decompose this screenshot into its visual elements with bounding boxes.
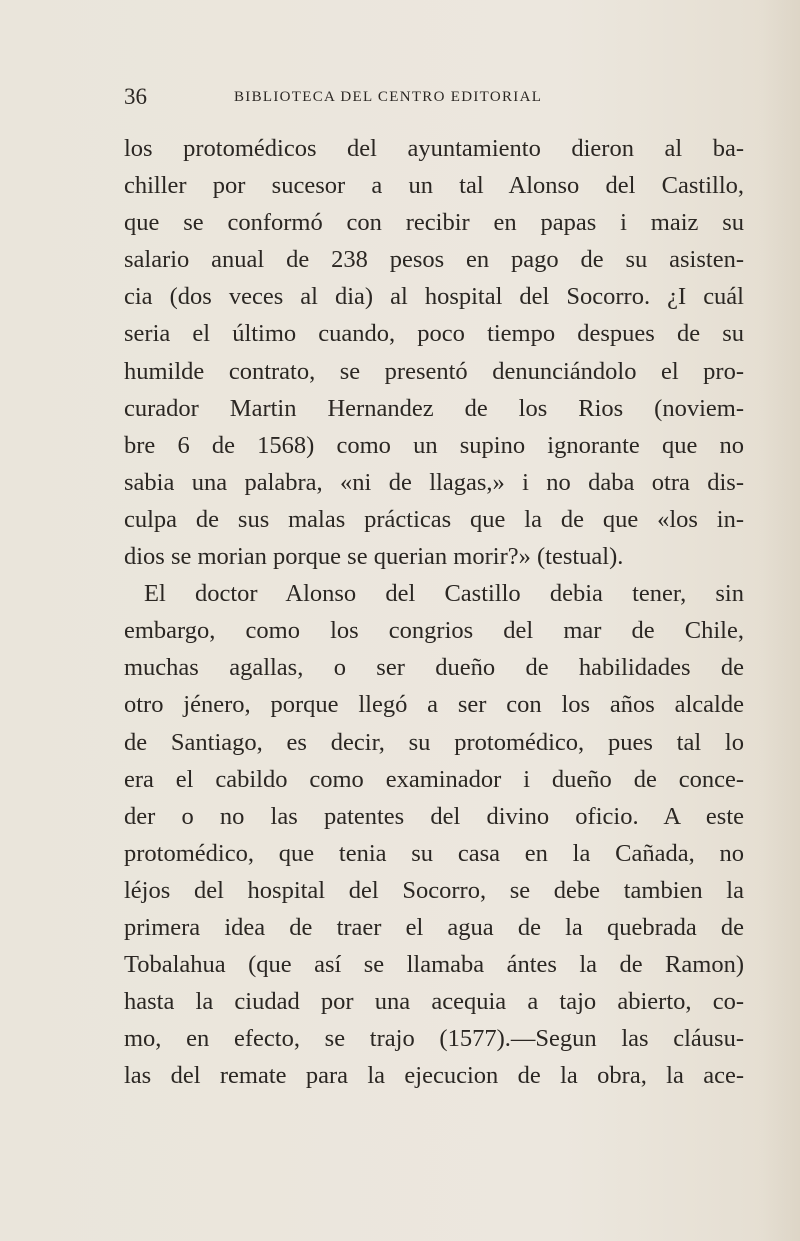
page-edge-shadow bbox=[760, 0, 800, 1241]
text-line: curador Martin Hernandez de los Rios (noviem- bbox=[124, 394, 744, 422]
running-title: BIBLIOTECA DEL CENTRO EDITORIAL bbox=[234, 89, 543, 105]
text-line: salario anual de 238 pesos en pago de su asisten- bbox=[124, 246, 744, 274]
text-line: embargo, como los congrios del mar de Chile, bbox=[124, 617, 744, 645]
text-line: dios se morian porque se querian morir?» (testual). bbox=[124, 543, 624, 571]
text-line: bre 6 de 1568) como un supino ignorante que no bbox=[124, 431, 744, 459]
text-line: que se conformó con recibir en papas i maiz su bbox=[124, 209, 744, 237]
text-line: los protomédicos del ayuntamiento dieron al ba- bbox=[124, 135, 744, 162]
text-line: primera idea de traer el agua de la quebrada de bbox=[124, 913, 744, 941]
text-line: léjos del hospital del Socorro, se debe tambien la bbox=[124, 876, 744, 904]
text-line: otro jénero, porque llegó a ser con los años alcalde bbox=[124, 691, 744, 719]
text-line: cia (dos veces al dia) al hospital del Socorro. ¿I cuál bbox=[124, 283, 744, 311]
text-line: hasta la ciudad por una acequia a tajo abierto, co- bbox=[124, 988, 744, 1016]
text-line: de Santiago, es decir, su protomédico, pues tal lo bbox=[124, 728, 744, 756]
text-line: culpa de sus malas prácticas que la de que «los in- bbox=[124, 505, 744, 533]
page-header bbox=[124, 84, 734, 114]
text-line: las del remate para la ejecucion de la obra, la ace- bbox=[124, 1062, 744, 1090]
text-line: Tobalahua (que así se llamaba ántes la de Ramon) bbox=[124, 951, 744, 979]
body-text bbox=[124, 130, 744, 1094]
page-number: 36 bbox=[124, 84, 147, 109]
text-line: protomédico, que tenia su casa en la Cañada, no bbox=[124, 839, 744, 867]
text-line: era el cabildo como examinador i dueño de conce- bbox=[124, 765, 744, 793]
text-line: mo, en efecto, se trajo (1577).—Segun las cláusu- bbox=[124, 1025, 744, 1053]
text-line: sabia una palabra, «ni de llagas,» i no daba otra dis- bbox=[124, 468, 744, 496]
text-line: muchas agallas, o ser dueño de habilidades de bbox=[124, 654, 744, 682]
text-line: humilde contrato, se presentó denunciándolo el pro- bbox=[124, 357, 744, 385]
text-line: der o no las patentes del divino oficio. A este bbox=[124, 802, 744, 830]
paragraph-start-line: El doctor Alonso del Castillo debia tener, sin bbox=[144, 580, 744, 608]
text-line: chiller por sucesor a un tal Alonso del Castillo, bbox=[124, 172, 744, 200]
text-line: seria el último cuando, poco tiempo despues de su bbox=[124, 320, 744, 348]
